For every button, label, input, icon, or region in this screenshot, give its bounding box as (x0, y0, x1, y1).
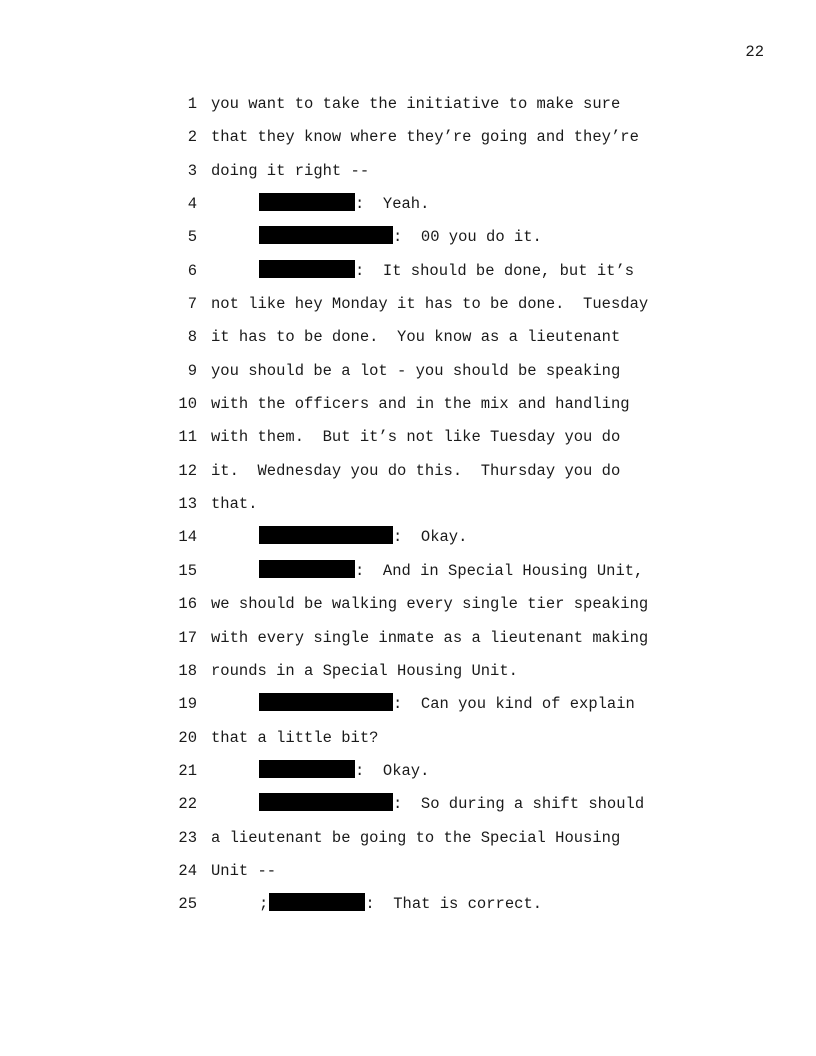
line-number: 1 (187, 95, 197, 113)
speaker-text: : It should be done, but it’s (355, 261, 635, 280)
transcript-line (0, 426, 816, 459)
transcript-line (0, 593, 816, 626)
transcript-line (0, 260, 816, 293)
line-number: 23 (178, 828, 197, 847)
speaker-text: : Okay. (355, 761, 430, 780)
line-number: 10 (178, 395, 197, 414)
transcript-line (0, 560, 816, 593)
redacted-speaker-name (259, 193, 355, 211)
transcript-line (0, 326, 816, 359)
line-text: that they know where they’re going and they’re (211, 128, 639, 147)
redacted-speaker-name (259, 560, 355, 578)
line-number: 4 (187, 195, 197, 214)
transcript-line (0, 760, 816, 793)
transcript-line (0, 193, 816, 226)
line-number: 9 (187, 361, 197, 380)
line-number: 15 (178, 561, 197, 580)
speaker-text: : So during a shift should (393, 795, 645, 814)
line-number: 14 (178, 528, 197, 547)
speaker-line (259, 260, 634, 282)
line-number: 22 (178, 795, 197, 814)
transcript-line (0, 360, 816, 393)
speaker-line (259, 760, 429, 782)
transcript-line (0, 226, 816, 259)
line-text: that a little bit? (211, 728, 379, 747)
transcript-line (0, 727, 816, 760)
transcript-line (0, 393, 816, 426)
redacted-speaker-name (259, 260, 355, 278)
speaker-line (259, 526, 467, 548)
transcript-line (0, 860, 816, 893)
line-number: 18 (178, 661, 197, 680)
redacted-speaker-name (259, 693, 393, 711)
speaker-text: : Yeah. (355, 195, 430, 214)
transcript-line (0, 293, 816, 326)
line-text: that. (211, 495, 258, 514)
page-number: 22 (745, 43, 764, 61)
line-prefix: ; (259, 895, 269, 914)
transcript-body (0, 93, 816, 927)
redacted-speaker-name (259, 760, 355, 778)
line-text: rounds in a Special Housing Unit. (211, 661, 518, 680)
line-number: 8 (187, 328, 197, 347)
speaker-line (259, 193, 429, 215)
line-number: 7 (187, 295, 197, 314)
speaker-text: : Can you kind of explain (393, 695, 635, 714)
speaker-text: : That is correct. (365, 895, 543, 914)
line-number: 17 (178, 628, 197, 647)
line-number: 12 (178, 461, 197, 480)
redacted-speaker-name (259, 526, 393, 544)
speaker-text: : Okay. (393, 528, 468, 547)
transcript-line (0, 160, 816, 193)
redacted-speaker-name (259, 226, 393, 244)
line-number: 13 (178, 495, 197, 514)
line-number: 19 (178, 695, 197, 714)
line-number: 5 (187, 228, 197, 247)
line-number: 24 (178, 861, 197, 880)
speaker-line (259, 793, 644, 815)
transcript-line (0, 793, 816, 826)
transcript-line (0, 693, 816, 726)
line-text: with them. But it’s not like Tuesday you do (211, 428, 621, 447)
line-text: we should be walking every single tier speaking (211, 595, 649, 614)
line-number: 11 (178, 428, 197, 447)
transcript-line (0, 827, 816, 860)
transcript-line (0, 493, 816, 526)
speaker-line (259, 693, 635, 715)
redacted-speaker-name (259, 793, 393, 811)
line-text: you want to take the initiative to make sure (211, 95, 621, 113)
speaker-line (259, 226, 542, 248)
transcript-line (0, 660, 816, 693)
transcript-line (0, 93, 816, 126)
line-text: a lieutenant be going to the Special Housing (211, 828, 621, 847)
speaker-text: : 00 you do it. (393, 228, 542, 247)
transcript-line (0, 526, 816, 559)
speaker-text: : And in Special Housing Unit, (355, 561, 644, 580)
speaker-line (259, 893, 542, 915)
redacted-speaker-name (269, 893, 365, 911)
transcript-line (0, 627, 816, 660)
line-number: 21 (178, 761, 197, 780)
line-text: Unit -- (211, 861, 277, 880)
line-text: it. Wednesday you do this. Thursday you do (211, 461, 621, 480)
transcript-line (0, 893, 816, 926)
line-text: with every single inmate as a lieutenant making (211, 628, 649, 647)
line-number: 25 (178, 895, 197, 914)
line-number: 3 (187, 161, 197, 180)
line-number: 6 (187, 261, 197, 280)
line-text: you should be a lot - you should be speaking (211, 361, 621, 380)
transcript-line (0, 126, 816, 159)
line-number: 16 (178, 595, 197, 614)
line-number: 20 (178, 728, 197, 747)
line-text: with the officers and in the mix and handling (211, 395, 630, 414)
line-text: not like hey Monday it has to be done. Tuesday (211, 295, 649, 314)
speaker-line (259, 560, 643, 582)
transcript-line (0, 460, 816, 493)
line-text: it has to be done. You know as a lieutenant (211, 328, 621, 347)
line-text: doing it right -- (211, 161, 370, 180)
line-number: 2 (187, 128, 197, 147)
